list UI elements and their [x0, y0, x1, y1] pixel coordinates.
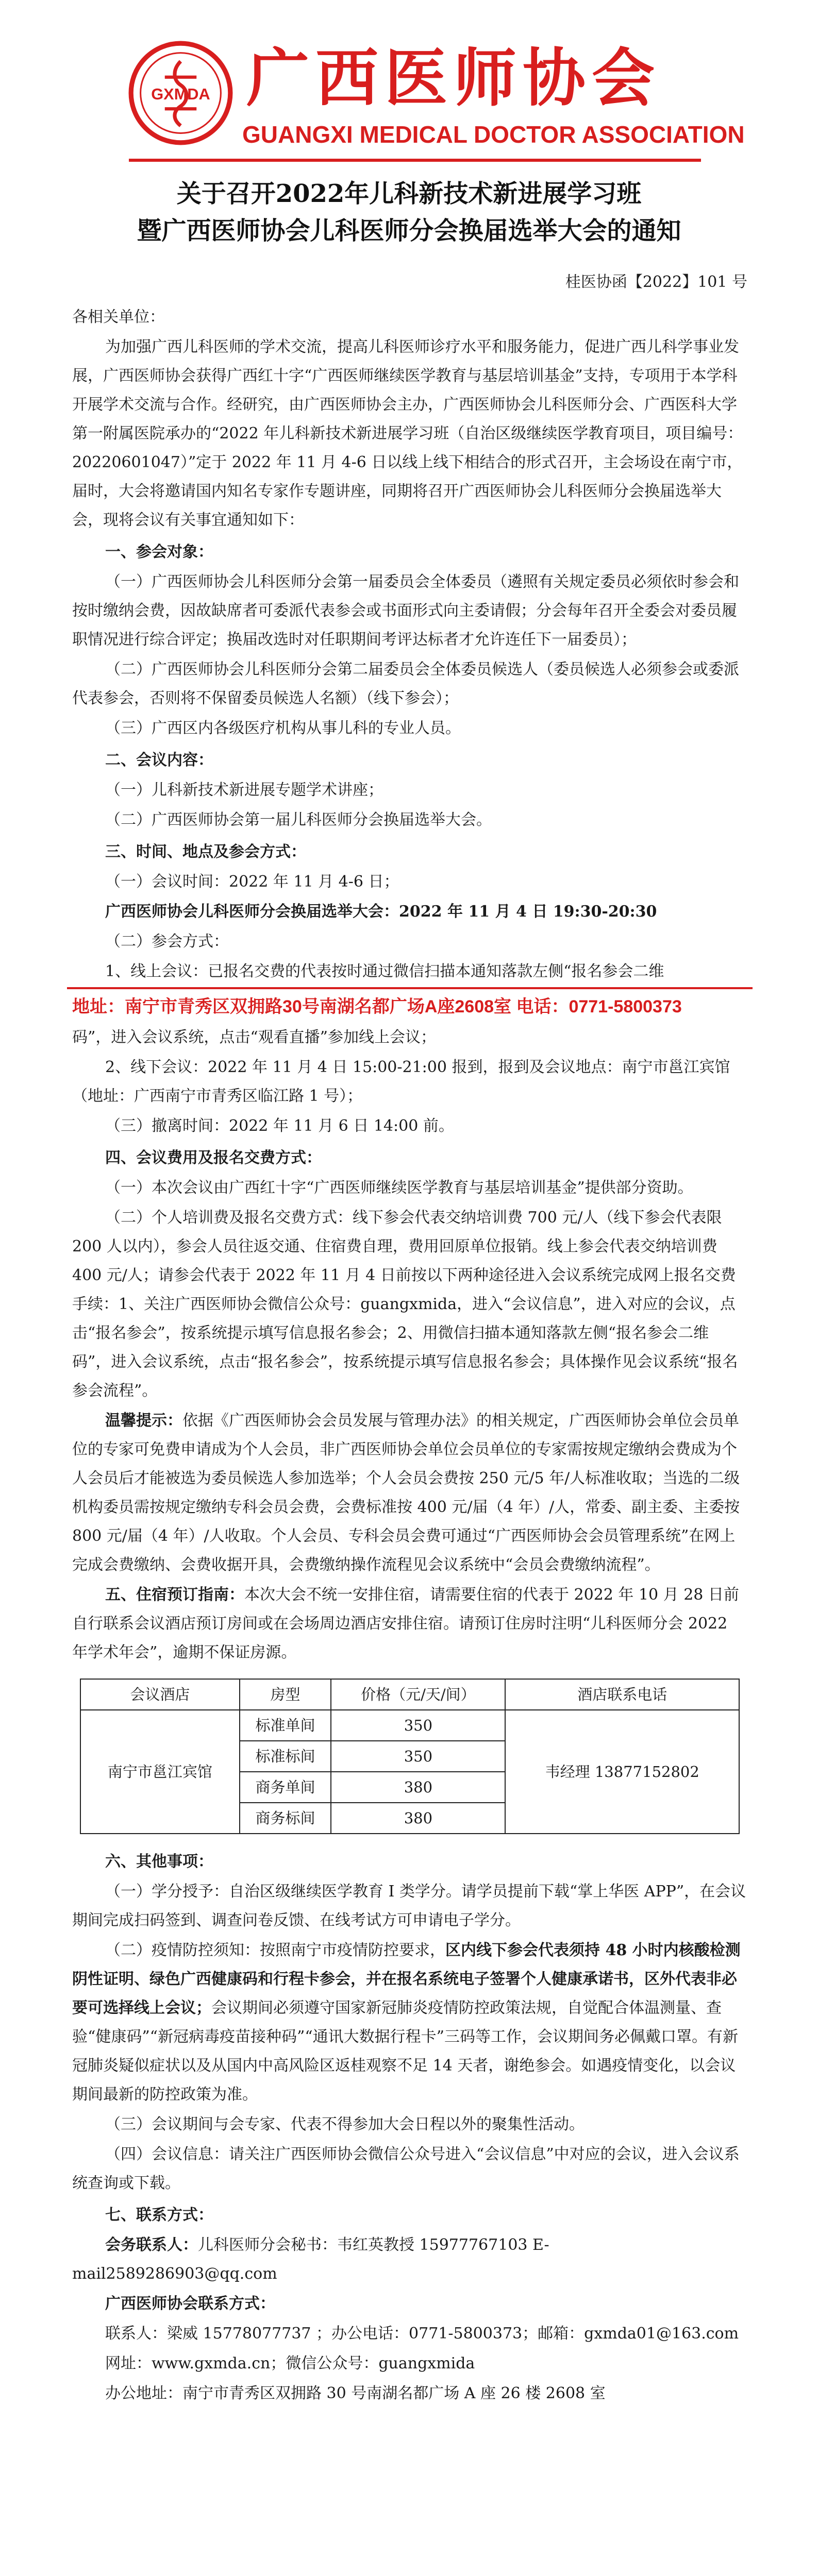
epidemic-text	[72, 1936, 747, 2109]
branch-contact	[72, 2231, 747, 2289]
notice-body	[72, 268, 747, 2408]
membership-tip	[72, 1406, 747, 1580]
hotel-name-cell: 南宁市邕江宾馆	[80, 1710, 240, 1834]
section-2-item: （一）儿科新技术新进展专题学术讲座；	[105, 781, 383, 799]
section-3-title: 三、时间、地点及参会方式：	[105, 843, 306, 861]
section-6-title: 六、其他事项：	[105, 1853, 213, 1871]
section-7-title: 七、联系方式：	[105, 2206, 213, 2224]
meeting-time: （一）会议时间：2022 年 11 月 4-6 日；	[105, 873, 399, 891]
section-2-item: （二）广西医师协会第一届儿科医师分会换届选举大会。	[105, 811, 492, 829]
letterhead-contact-footer: 地址：南宁市青秀区双拥路30号南湖名都广场A座2608室 电话：0771-5800373	[72, 997, 682, 1016]
notice-title	[0, 175, 818, 249]
section-1-item: （一）广西医师协会儿科医师分会第一届委员会全体委员（遴照有关规定委员必须依时参会和按时缴纳会费，因故缺席者可委派代表参会或书面形式向主委请假；分会每年召开全委会对委员履职情况进行综合评定；换届改选时对任职期间考评达标者才允许连任下一届委员）；	[72, 573, 739, 649]
online-meeting-text-cont: 码”，进入会议系统，点击“观看直播”参加线上会议；	[72, 1028, 437, 1046]
room-type-cell: 标准标间	[240, 1741, 331, 1772]
column-header: 会议酒店	[80, 1679, 240, 1710]
association-website: 网址：www.gxmda.cn；微信公众号：guangxmida	[105, 2354, 475, 2372]
association-contact-title: 广西医师协会联系方式：	[105, 2295, 275, 2313]
room-type-cell: 标准单间	[240, 1710, 331, 1741]
accommodation-guide	[72, 1581, 747, 1667]
table-row	[80, 1710, 739, 1741]
accommodation-text: 本次大会不统一安排住宿，请需要住宿的代表于 2022 年 10 月 28 日前自行联系会议酒店预订房间或在会场周边酒店安排住宿。请预订住房时注明“儿科医师分会 2022 年学术年会”，逾期不保证房源。	[72, 1586, 739, 1662]
section-5-title: 五、住宿预订指南：	[105, 1586, 244, 1604]
association-contact-people: 联系人：梁威 15778077737 ；办公电话：0771-5800373；邮箱：gxmda01@163.com	[105, 2325, 739, 2343]
room-type-cell: 商务单间	[240, 1772, 331, 1803]
credit-text: （一）学分授予：自治区级继续医学教育 I 类学分。请学员提前下载“掌上华医 APP”，在会议期间完成扫码签到、调查问卷反馈、在线考试方可申请电子学分。	[72, 1883, 746, 1929]
intro-paragraph: 为加强广西儿科医师的学术交流，提高儿科医师诊疗水平和服务能力，促进广西儿科学事业发展，广西医师协会获得广西红十字“广西医师继续医学教育与基层培训基金”支持，专项用于本学科开展学术交流与合作。经研究，由广西医师协会主办，广西医师协会儿科医师分会、广西医科大学第一附属医院承办的“2022 年儿科新技术新进展学习班（自治区级继续医学教育项目，项目编号：20220601047）”定于 2022 年 11 月 4-6 日以线上线下相结合的形式召开，主会场设在南宁市，届时，大会将邀请国内知名专家作专题讲座，同期将召开广西医师协会儿科医师分会换届选举大会，现将会议有关事宜通知如下：	[72, 338, 743, 529]
notice-title-line-2: 暨广西医师协会儿科医师分会换届选举大会的通知	[137, 216, 681, 245]
notice-title-line-1: 关于召开2022年儿科新技术新进展学习班	[176, 179, 642, 208]
column-header: 酒店联系电话	[505, 1679, 739, 1710]
room-price-cell: 350	[331, 1741, 505, 1772]
epidemic-text-a: （二）疫情防控须知：按照南宁市疫情防控要求，	[105, 1941, 445, 1959]
election-time: 广西医师协会儿科医师分会换届选举大会：2022 年 11 月 4 日 19:30-20:30	[105, 903, 657, 921]
contact-label: 会务联系人：	[105, 2236, 198, 2254]
hotel-table	[80, 1679, 740, 1834]
hotel-phone-cell: 韦经理 13877152802	[505, 1710, 739, 1834]
section-2-title: 二、会议内容：	[105, 751, 213, 769]
leave-time: （三）撤离时间：2022 年 11 月 6 日 14:00 前。	[105, 1117, 454, 1135]
registration-fee-text: （二）个人培训费及报名交费方式：线下参会代表交纳培训费 700 元/人（线下参会代表限 200 人以内），参会人员往返交通、住宿费自理，费用回原单位报销。线上参会代表交纳培训费 400 元/人；请参会代表于 2022 年 11 月 4 日前按以下两种途径进入会议系统完成网上报名交费手续：1、关注广西医师协会微信公众号：guangxmida，进入“会议信息”，进入对应的会议，点击“报名参会”，按系统提示填写信息报名参会；2、用微信扫描本通知落款左侧“报名参会二维码”，进入会议系统，点击“报名参会”，按系统提示填写信息报名参会；具体操作见会议系统“报名参会流程”。	[72, 1209, 738, 1400]
letterhead	[0, 0, 818, 170]
table-header-row	[80, 1679, 739, 1710]
red-divider	[67, 987, 753, 989]
column-header: 价格（元/天/间）	[331, 1679, 505, 1710]
tip-text: 依据《广西医师协会会员发展与管理办法》的相关规定，广西医师协会单位会员单位的专家可免费申请成为个人会员，非广西医师协会单位会员单位的专家需按规定缴纳会费成为个人会员后才能被选为委员候选人参加选举；个人会员会费按 250 元/5 年/人标准收取；当选的二级机构委员需按规定缴纳专科会员会费，会费标准按 400 元/届（4 年）/人，常委、副主委、主委按 800 元/届（4 年）/人收取。个人会员、专科会员会费可通过“广西医师协会会员管理系统”在网上完成会费缴纳、会费收据开具，会费缴纳操作流程见会议系统中“会员会费缴纳流程”。	[72, 1412, 740, 1574]
gathering-text: （三）会议期间与会专家、代表不得参加大会日程以外的聚集性活动。	[105, 2115, 585, 2133]
attendance-mode-title: （二）参会方式：	[105, 933, 229, 951]
online-meeting-text: 1、线上会议：已报名交费的代表按时通过微信扫描本通知落款左侧“报名参会二维	[105, 962, 664, 980]
epidemic-text-b: 会议期间必须遵守国家新冠肺炎疫情防控政策法规，自觉配合体温测量、查验“健康码”“新冠病毒疫苗接种码”“通讯大数据行程卡”三码等工作，会议期间务必佩戴口罩。有新冠肺炎疑似症状以及从国内中高风险区返桂观察不足 14 天者，谢绝参会。如遇疫情变化，以会议期间最新的防控政策为准。	[72, 1999, 739, 2104]
document-number: 桂医协函【2022】101 号	[565, 273, 747, 291]
section-1-title: 一、参会对象：	[105, 543, 213, 561]
association-address: 办公地址：南宁市青秀区双拥路 30 号南湖名都广场 A 座 26 楼 2608 室	[105, 2384, 606, 2402]
room-type-cell: 商务标间	[240, 1803, 331, 1834]
salutation: 各相关单位：	[72, 308, 165, 326]
contact-text: 儿科医师分会秘书：韦红英教授 15977767103 E-mail2589286903@qq.com	[72, 2236, 549, 2283]
association-logo-icon	[128, 40, 233, 146]
logo-seal-text: GXMDA	[151, 84, 210, 103]
section-1-item: （三）广西区内各级医疗机构从事儿科的专业人员。	[105, 719, 461, 737]
association-english-name: GUANGXI MEDICAL DOCTOR ASSOCIATION	[242, 121, 745, 148]
meeting-info-text: （四）会议信息：请关注广西医师协会微信公众号进入“会议信息”中对应的会议，进入会议系统查询或下载。	[72, 2145, 740, 2192]
section-4-title: 四、会议费用及报名交费方式：	[105, 1149, 322, 1167]
room-price-cell: 380	[331, 1803, 505, 1834]
room-price-cell: 380	[331, 1772, 505, 1803]
offline-meeting-text: 2、线下会议：2022 年 11 月 4 日 15:00-21:00 报到，报到及会议地点：南宁市邕江宾馆（地址：广西南宁市青秀区临江路 1 号）；	[72, 1058, 730, 1105]
epidemic-text-bold: 区内线下参会代表须持 48 小时内核酸检测阴性证明、绿色广西健康码和行程卡参会，并在报名系统电子签署个人健康承诺书，区外代表非必要可选择线上会议；	[72, 1941, 741, 2017]
letterhead-divider	[129, 159, 701, 162]
room-price-cell: 350	[331, 1710, 505, 1741]
section-1-item: （二）广西医师协会儿科医师分会第二届委员会全体委员候选人（委员候选人必须参会或委派代表参会，否则将不保留委员候选人名额）（线下参会）；	[72, 660, 739, 707]
association-name: 广西医师协会	[246, 41, 661, 115]
tip-label: 温馨提示：	[105, 1412, 182, 1430]
column-header: 房型	[240, 1679, 331, 1710]
funding-text: （一）本次会议由广西红十字“广西医师继续医学教育与基层培训基金”提供部分资助。	[105, 1179, 693, 1197]
